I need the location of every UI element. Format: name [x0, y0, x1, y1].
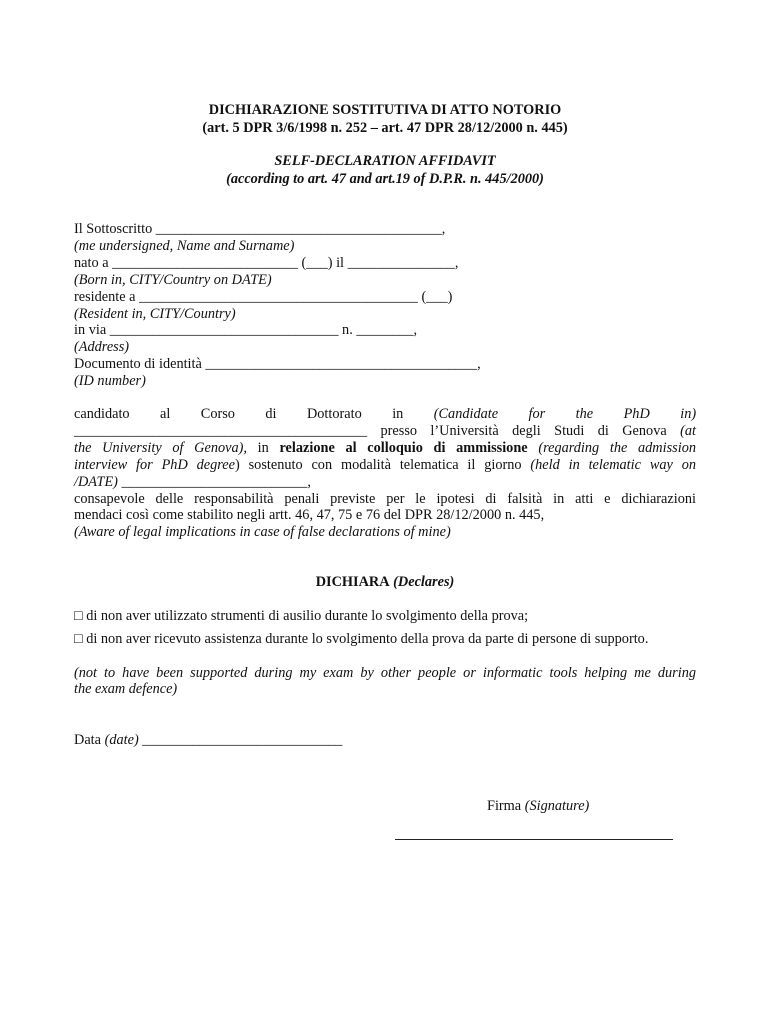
document-title: DICHIARAZIONE SOSTITUTIVA DI ATTO NOTORIO: [208, 102, 562, 118]
date-signature-field: [74, 732, 342, 749]
date-label-translation: (date): [104, 732, 139, 748]
interview-translation-end: interview for PhD degree: [74, 457, 235, 473]
declares-heading: [0, 574, 770, 591]
declaration-note-line-1: (not to have been supported during my exam by other people or informatic tools helping me during: [74, 665, 696, 681]
address-translation: (Address): [74, 339, 130, 355]
word: PhD: [623, 406, 650, 422]
university-text: presso l’Università degli Studi di Genova: [380, 423, 667, 439]
word: di: [265, 406, 277, 422]
address-field: in via ________________________________ n. ________,: [74, 322, 418, 338]
word: in: [392, 406, 404, 422]
university-line: [74, 423, 696, 440]
undersigned-field: Il Sottoscritto ________________________________________,: [74, 221, 446, 237]
checkbox-icon: □: [74, 608, 83, 624]
phd-course-blank: _________________________________________: [74, 423, 368, 439]
candidate-line: [74, 406, 696, 423]
word: the: [575, 406, 594, 422]
declares-translation: (Declares): [393, 574, 455, 590]
declaration-item: [74, 608, 528, 625]
word: Dottorato: [306, 406, 362, 422]
telematic-line: [74, 457, 696, 474]
declaration-item-text: di non aver ricevuto assistenza durante lo svolgimento della prova da parte di persone di supporto.: [82, 631, 649, 647]
date-translation: /DATE): [74, 474, 118, 490]
checkbox-icon: □: [74, 631, 83, 647]
residence-translation: (Resident in, CITY/Country): [74, 306, 236, 322]
word: al: [160, 406, 171, 422]
signature-label-text: Firma: [487, 798, 522, 814]
declares-label: DICHIARA: [315, 574, 390, 590]
date-blank: ____________________________: [142, 732, 343, 748]
interview-translation-start: (regarding the admission: [538, 440, 697, 456]
id-document-field: Documento di identità ______________________________________,: [74, 356, 481, 372]
residence-field: residente a _______________________________________ (___): [74, 289, 453, 305]
signature-line: [395, 838, 673, 840]
signature-label-translation: (Signature): [524, 798, 590, 814]
awareness-line-2: mendaci così come stabilito negli artt. 46, 47, 75 e 76 del DPR 28/12/2000 n. 445,: [74, 507, 545, 523]
interview-line: [74, 440, 696, 457]
word-in: in: [257, 440, 269, 456]
document-subtitle: SELF-DECLARATION AFFIDAVIT: [274, 153, 496, 169]
telematic-translation: (held in telematic way on: [530, 457, 696, 473]
university-translation-start: (at: [680, 423, 696, 439]
telematic-text: ) sostenuto con modalità telematica il giorno: [235, 457, 522, 473]
word: candidato: [74, 406, 130, 422]
document-title-reference: (art. 5 DPR 3/6/1998 n. 252 – art. 47 DPR 28/12/2000 n. 445): [202, 120, 568, 136]
date-line: [74, 474, 311, 491]
declaration-note-line-2: the exam defence): [74, 681, 178, 697]
date-label: Data: [74, 732, 101, 748]
id-document-translation: (ID number): [74, 373, 146, 389]
university-translation-end: the University of Genova),: [74, 440, 247, 456]
date-blank: __________________________,: [121, 474, 311, 490]
word: for: [528, 406, 546, 422]
awareness-line-1: consapevole delle responsabilità penali previste per le ipotesi di falsità in atti e dichiarazioni: [74, 491, 696, 507]
declaration-item-text: di non aver utilizzato strumenti di ausilio durante lo svolgimento della prova;: [82, 608, 529, 624]
awareness-translation: (Aware of legal implications in case of false declarations of mine): [74, 524, 451, 540]
birth-field: nato a __________________________ (___) il _______________,: [74, 255, 459, 271]
word: in): [680, 406, 697, 422]
interview-bold-text: relazione al colloquio di ammissione: [279, 440, 528, 456]
document-subtitle-reference: (according to art. 47 and art.19 of D.P.R. n. 445/2000): [226, 171, 544, 187]
signature-label: [487, 798, 589, 815]
word: Corso: [200, 406, 235, 422]
undersigned-translation: (me undersigned, Name and Surname): [74, 238, 295, 254]
declaration-item: [74, 631, 648, 648]
birth-translation: (Born in, CITY/Country on DATE): [74, 272, 272, 288]
word: (Candidate: [433, 406, 499, 422]
